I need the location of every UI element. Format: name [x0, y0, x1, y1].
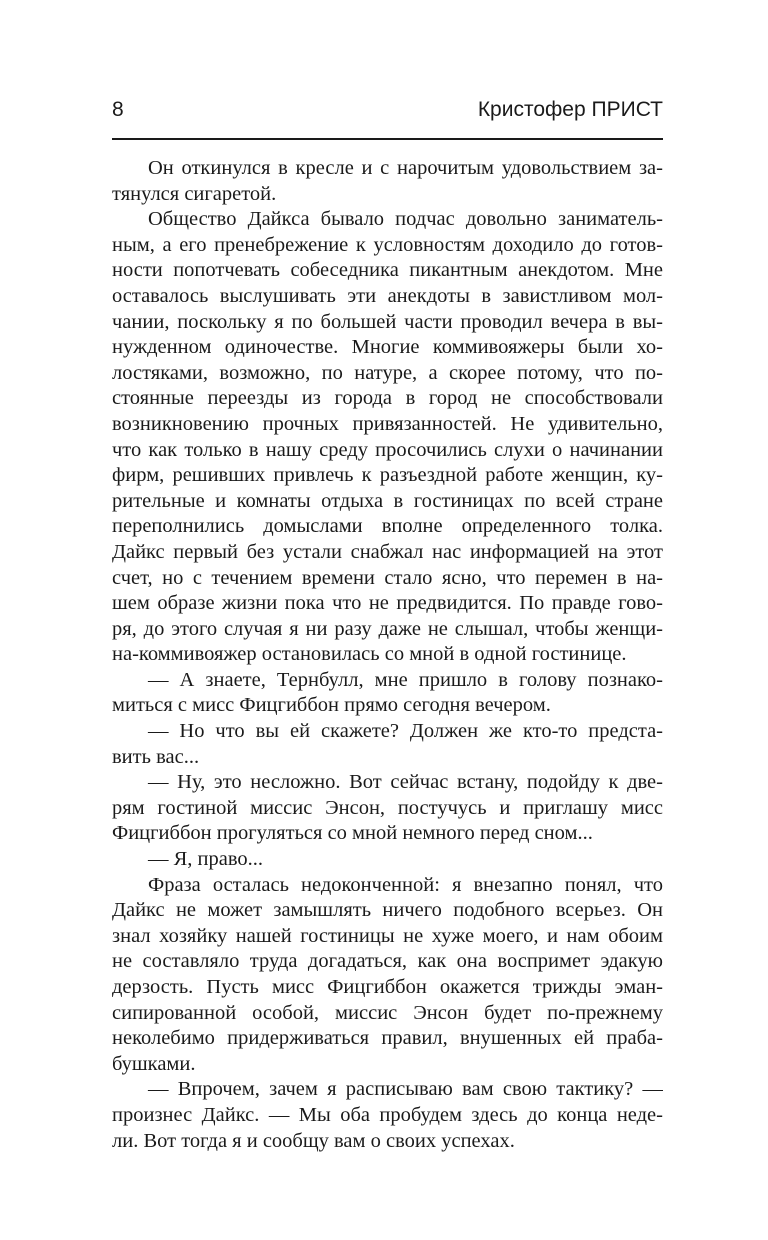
page-body-text — [112, 156, 663, 1154]
text-line: знал хозяйку нашей гостиницы не хуже моего, и нам обоим — [112, 924, 663, 947]
text-line: счет, но с течением времени стало ясно, что перемен в на- — [112, 566, 663, 589]
paragraph — [112, 1077, 663, 1154]
header-rule — [112, 138, 663, 140]
text-line: фирм, решивших привлечь к разъездной работе женщин, ку- — [112, 464, 663, 487]
text-line: — А знаете, Тернбулл, мне пришло в голову познако- — [148, 668, 663, 691]
text-line: миться с мисс Фицгиббон прямо сегодня вечером. — [112, 694, 551, 717]
text-line: стоянные переезды из города в город не способствовали — [112, 387, 663, 410]
text-line: ря, до этого случая я ни разу даже не слышал, чтобы женщи- — [112, 617, 663, 640]
paragraph — [112, 719, 663, 770]
text-line: нужденном одиночестве. Многие коммивояжеры были хо- — [112, 336, 663, 359]
page-number: 8 — [112, 98, 124, 121]
text-line: — Впрочем, зачем я расписываю вам свою тактику? — — [148, 1078, 663, 1101]
paragraph — [112, 207, 663, 668]
text-line: рям гостиной миссис Энсон, постучусь и приглашу мисс — [112, 796, 663, 819]
text-line: на-коммивояжер остановилась со мной в одной гостинице. — [112, 643, 627, 666]
paragraph — [112, 847, 663, 873]
running-title: Кристофер ПРИСТ — [477, 98, 663, 121]
text-line: оставалось выслушивать эти анекдоты в завистливом мол- — [112, 284, 663, 307]
text-line: ли. Вот тогда я и сообщу вам о своих успехах. — [112, 1129, 515, 1152]
text-line: — Но что вы ей скажете? Должен же кто-то предста- — [148, 720, 663, 743]
text-line: ным, а его пренебрежение к условностям доходило до готов- — [112, 233, 663, 256]
paragraph — [112, 668, 663, 719]
text-line: Общество Дайкса бывало подчас довольно заниматель- — [148, 208, 663, 231]
text-line: Он откинулся в кресле и с нарочитым удовольствием за- — [148, 157, 663, 179]
text-line: — Ну, это несложно. Вот сейчас встану, подойду к две- — [148, 771, 663, 794]
text-line: возникновению прочных привязанностей. Не удивительно, — [112, 412, 663, 435]
text-line: лостяками, возможно, по натуре, а скорее потому, что по- — [112, 361, 663, 384]
text-line: не составляло труда догадаться, как она воспримет эдакую — [112, 950, 663, 973]
text-line: чании, поскольку я по большей части проводил вечера в вы- — [112, 310, 663, 333]
text-line: бушками. — [112, 1052, 196, 1075]
text-line: произнес Дайкс. — Мы оба пробудем здесь до конца неде- — [112, 1103, 663, 1126]
text-line: тянулся сигаретой. — [112, 182, 277, 205]
text-line: рительные и комнаты отдыха в гостиницах по всей стране — [112, 489, 663, 512]
text-line: шем образе жизни пока что не предвидится. По правде гово- — [112, 592, 663, 615]
text-line: Дайкс не может замышлять ничего подобного всерьез. Он — [112, 899, 663, 922]
text-line: ности попотчевать собеседника пикантным анекдотом. Мне — [112, 259, 663, 282]
text-line: что как только в нашу среду просочились слухи о начинании — [112, 438, 663, 461]
text-line: Дайкс первый без устали снабжал нас информацией на этот — [112, 540, 663, 563]
text-line: Фраза осталась недоконченной: я внезапно понял, что — [148, 873, 663, 896]
text-line: — Я, право... — [148, 848, 264, 871]
paragraph — [112, 873, 663, 1078]
paragraph — [112, 156, 663, 207]
text-line: неколебимо придерживаться правил, внушенных ей праба- — [112, 1027, 663, 1050]
text-line: сипированной особой, миссис Энсон будет по-прежнему — [112, 1001, 663, 1024]
text-line: переполнились домыслами вполне определенного толка. — [112, 515, 663, 538]
paragraph — [112, 770, 663, 847]
text-line: дерзость. Пусть мисс Фицгиббон окажется трижды эман- — [112, 976, 663, 998]
text-line: Фицгиббон прогуляться со мной немного перед сном... — [112, 822, 593, 845]
running-header — [112, 98, 663, 126]
text-line: вить вас... — [112, 745, 200, 768]
